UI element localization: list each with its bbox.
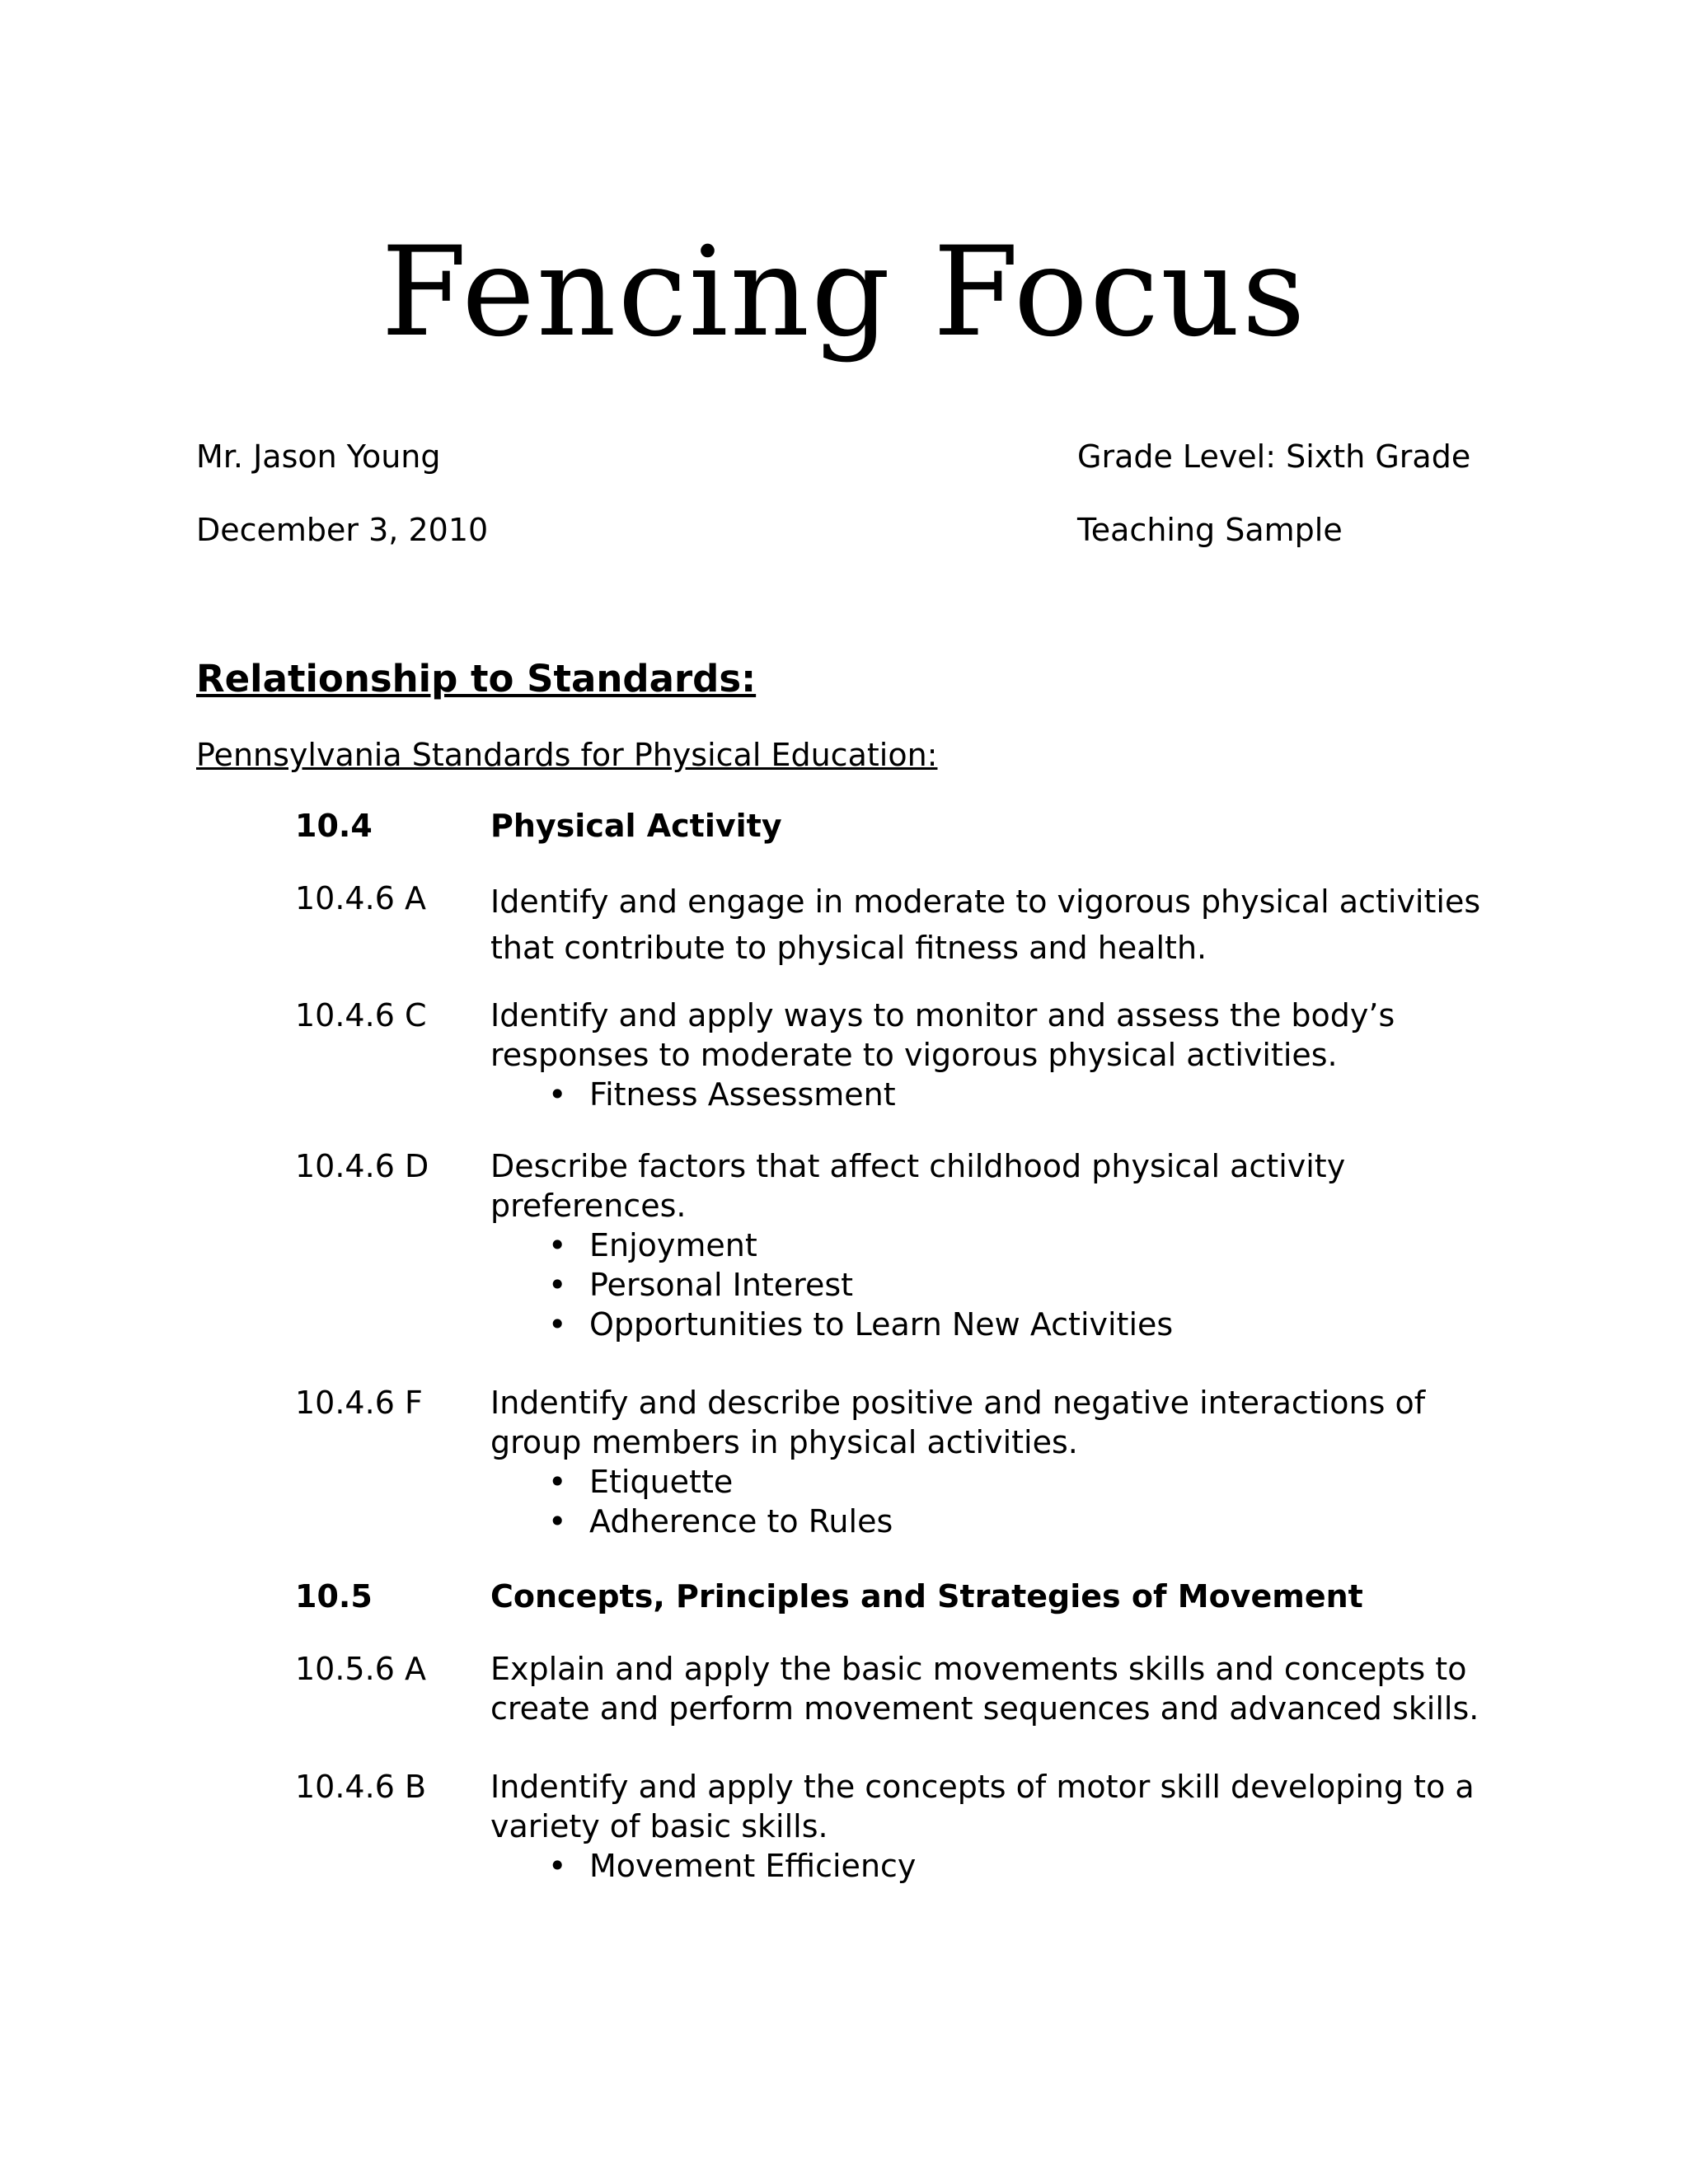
bullet-item: • Opportunities to Learn New Activities [548, 1305, 1490, 1344]
standard-code: 10.5 [295, 1578, 373, 1615]
document-type: Teaching Sample [1077, 512, 1343, 548]
bullet-item: • Adherence to Rules [548, 1502, 1490, 1541]
page-title: Fencing Focus [381, 221, 1307, 364]
standard-code: 10.4.6 A [295, 880, 426, 916]
standard-code: 10.4.6 F [295, 1385, 423, 1421]
standard-item [295, 1767, 1490, 1886]
standard-item [295, 879, 1490, 971]
standard-code: 10.4.6 D [295, 1148, 429, 1184]
standard-code: 10.5.6 A [295, 1651, 426, 1687]
bullet-list [490, 1226, 1490, 1344]
standard-text: Describe factors that affect childhood physical activity preferences. [490, 1148, 1346, 1224]
standard-text: Identify and engage in moderate to vigorous physical activities that contribute to physical fitness and health. [490, 883, 1481, 966]
standard-body [490, 1146, 1490, 1344]
standard-body [490, 996, 1490, 1114]
bullet-item: • Movement Efficiency [548, 1846, 1490, 1886]
bullet-list [490, 1462, 1490, 1541]
grade-level: Grade Level: Sixth Grade [1077, 438, 1471, 475]
teacher-name: Mr. Jason Young [196, 438, 441, 475]
standard-text: Indentify and apply the concepts of motor skill developing to a variety of basic skills. [490, 1769, 1475, 1844]
standard-code: 10.4.6 B [295, 1769, 427, 1805]
standard-text: Physical Activity [490, 808, 782, 844]
standard-text: Concepts, Principles and Strategies of Movement [490, 1578, 1363, 1615]
standard-item [295, 1146, 1490, 1344]
bullet-item: • Enjoyment [548, 1226, 1490, 1265]
standard-item [295, 1649, 1490, 1728]
standard-item [295, 996, 1490, 1114]
bullet-list [490, 1846, 1490, 1886]
standard-code: 10.4.6 C [295, 997, 427, 1033]
standard-code: 10.4 [295, 808, 373, 844]
standard-body [490, 1767, 1490, 1886]
standard-group [295, 806, 1490, 846]
standard-body [490, 1383, 1490, 1541]
bullet-list [490, 1075, 1490, 1114]
bullet-item: • Etiquette [548, 1462, 1490, 1502]
standard-body [490, 806, 1490, 846]
standard-body [490, 1649, 1490, 1728]
standard-group [295, 1577, 1490, 1616]
standard-body [490, 879, 1490, 971]
standards-list [295, 806, 1490, 1886]
lesson-date: December 3, 2010 [196, 512, 489, 548]
standard-text: Explain and apply the basic movements skills and concepts to create and perform movement sequences and advanced skills. [490, 1651, 1479, 1727]
standard-item [295, 1383, 1490, 1541]
standards-subheading: Pennsylvania Standards for Physical Education: [196, 737, 938, 773]
standard-text: Indentify and describe positive and negative interactions of group members in physical activities. [490, 1385, 1426, 1460]
standard-body [490, 1577, 1490, 1616]
bullet-item: • Fitness Assessment [548, 1075, 1490, 1114]
standard-text: Identify and apply ways to monitor and assess the body’s responses to moderate to vigorous physical activities. [490, 997, 1395, 1073]
section-heading: Relationship to Standards: [196, 657, 757, 701]
bullet-item: • Personal Interest [548, 1265, 1490, 1305]
